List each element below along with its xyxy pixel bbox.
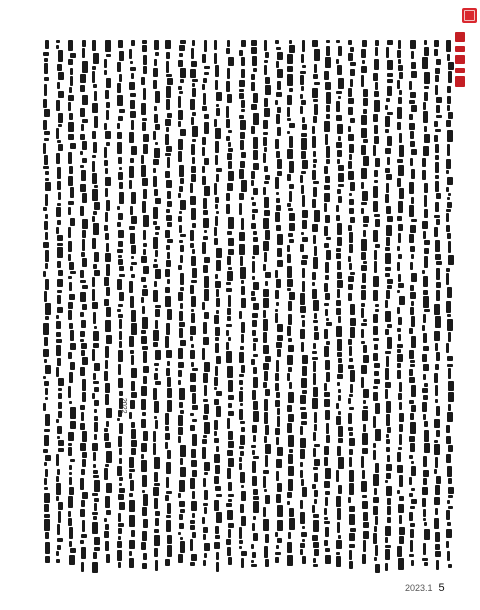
page-footer <box>405 582 445 594</box>
issue-label: 2023.1 <box>405 583 433 593</box>
section-title <box>455 32 465 88</box>
section-badge-icon <box>462 8 477 23</box>
badge-inner-icon <box>464 10 475 21</box>
year-2022: 2022 <box>120 398 127 414</box>
page-number: 5 <box>438 582 445 594</box>
